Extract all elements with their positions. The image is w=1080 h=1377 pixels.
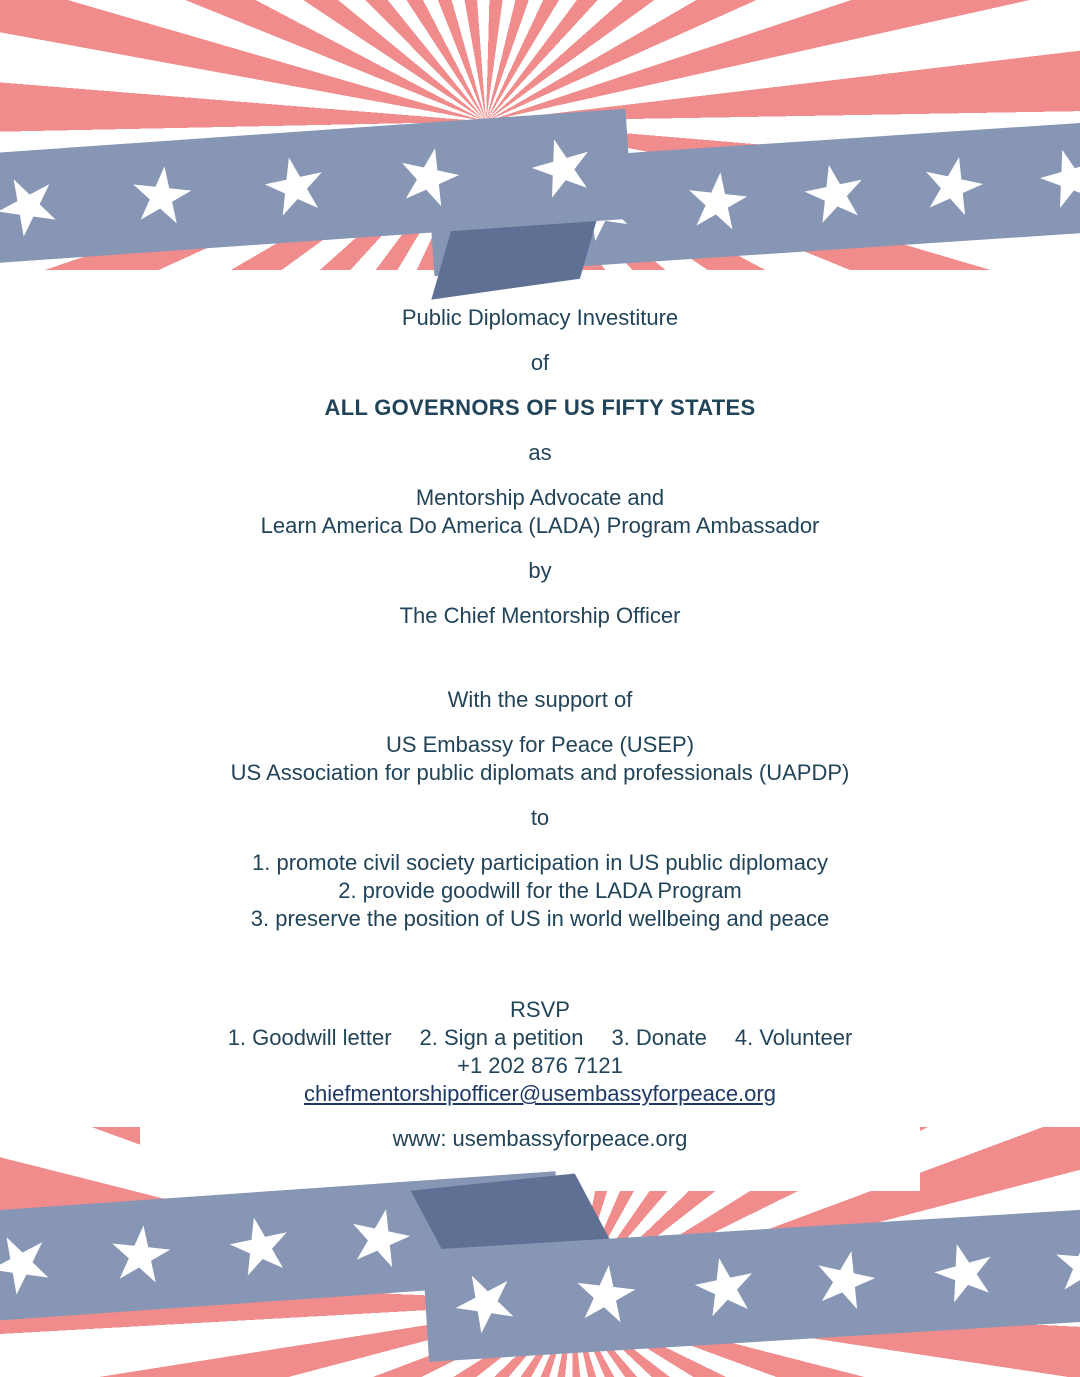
star-icon <box>0 156 76 255</box>
supporter-2: US Association for public diplomats and professionals (UAPDP) <box>230 760 850 785</box>
star-icon <box>803 1236 886 1325</box>
star-icon <box>338 1194 420 1283</box>
email-link[interactable]: chiefmentorshipofficer@usembassyforpeace.org <box>304 1081 776 1106</box>
supporters <box>0 731 1080 787</box>
goals-list <box>0 849 1080 933</box>
role-line-2: Learn America Do America (LADA) Program Ambassador <box>260 513 820 538</box>
supporter-1: US Embassy for Peace (USEP) <box>385 732 695 757</box>
phone-number: +1 202 876 7121 <box>457 1053 623 1078</box>
star-icon <box>254 143 336 232</box>
star-icon <box>684 1244 766 1332</box>
rsvp-option-goodwill-letter: 1. Goodwill letter <box>227 1025 392 1050</box>
goal-item-1: 1. promote civil society participation in US public diplomacy <box>252 850 828 875</box>
rsvp-block <box>0 996 1080 1108</box>
role-line-1: Mentorship Advocate and <box>415 485 665 510</box>
by-word: by <box>528 558 552 583</box>
star-icon <box>567 1253 643 1336</box>
star-icon <box>1027 133 1080 225</box>
honoree-title: ALL GOVERNORS OF US FIFTY STATES <box>324 395 756 420</box>
star-icon <box>794 150 876 238</box>
star-icon <box>911 142 994 231</box>
to-word: to <box>530 805 550 830</box>
rsvp-option-donate: 3. Donate <box>611 1025 707 1050</box>
event-title: Public Diplomacy Investiture <box>401 305 679 330</box>
goal-item-3: 3. preserve the position of US in world wellbeing and peace <box>250 906 830 931</box>
invitation-text <box>0 304 1080 1170</box>
star-icon <box>123 155 199 238</box>
of-word: of <box>530 350 550 375</box>
rsvp-options <box>0 1024 1080 1052</box>
support-heading: With the support of <box>447 687 633 712</box>
rsvp-heading: RSVP <box>510 997 570 1022</box>
website-text: www: usembassyforpeace.org <box>392 1126 688 1151</box>
star-icon <box>922 1227 1008 1318</box>
star-icon <box>438 1253 534 1352</box>
star-icon <box>679 161 755 244</box>
role-lines <box>0 484 1080 540</box>
as-word: as <box>528 440 552 465</box>
star-icon <box>387 133 469 222</box>
goal-item-2: 2. provide goodwill for the LADA Program <box>338 878 742 903</box>
host-title: The Chief Mentorship Officer <box>399 603 681 628</box>
star-icon <box>102 1214 178 1297</box>
star-icon <box>1047 1225 1080 1306</box>
star-icon <box>219 1203 301 1292</box>
rsvp-option-volunteer: 4. Volunteer <box>734 1025 853 1050</box>
star-icon <box>0 1214 68 1313</box>
star-icon <box>519 122 605 214</box>
rsvp-option-sign-petition: 2. Sign a petition <box>419 1025 584 1050</box>
